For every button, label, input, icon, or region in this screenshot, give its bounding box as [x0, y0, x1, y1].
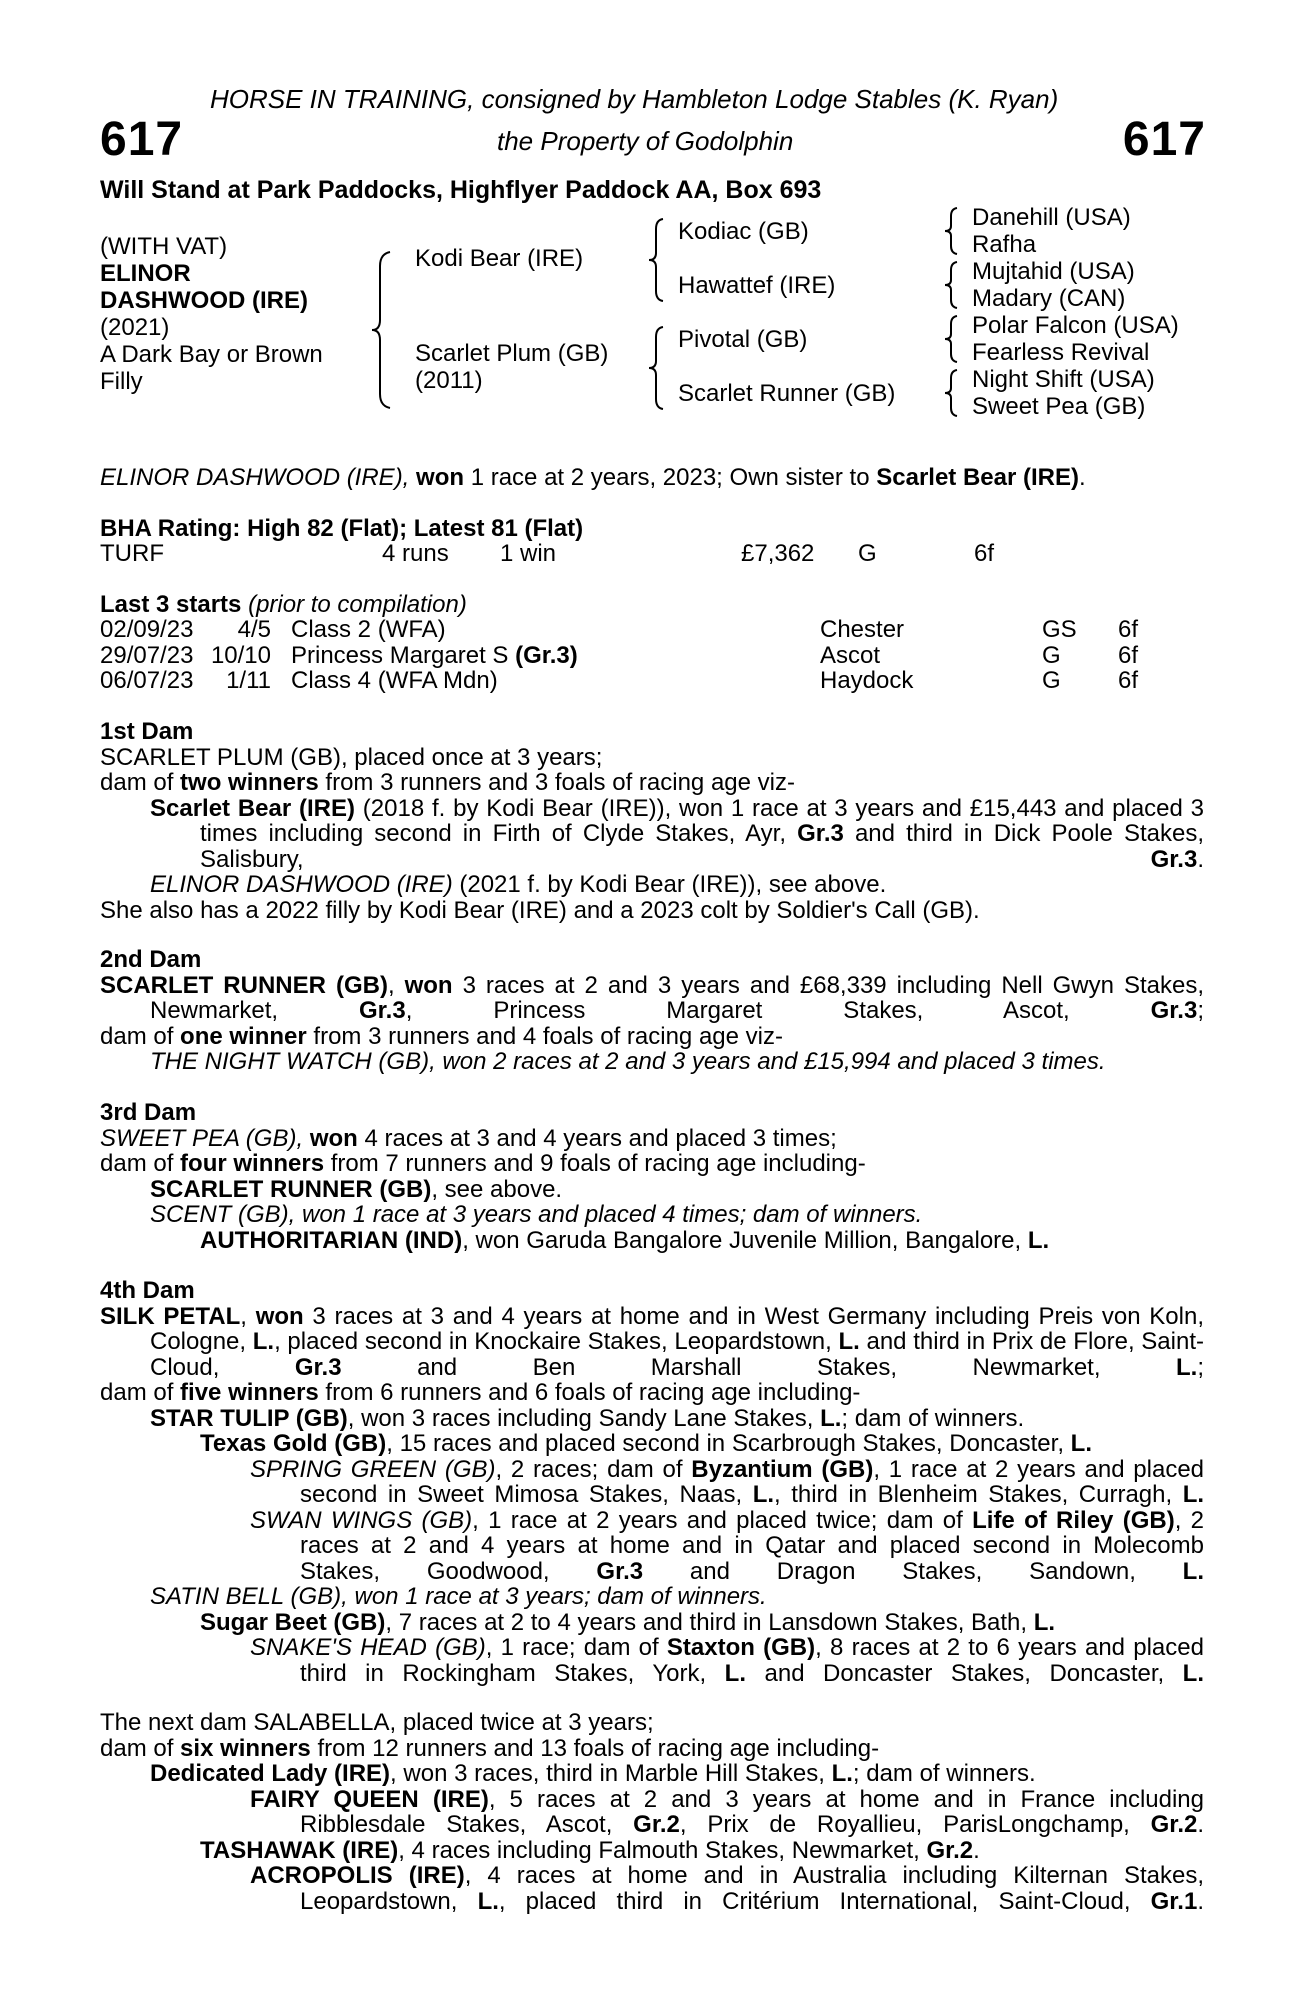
summary-won: won — [416, 464, 465, 491]
sire-sire: Kodiac (GB) — [678, 218, 809, 245]
property-line: the Property of Godolphin — [497, 126, 794, 156]
bha-rating: BHA Rating: High 82 (Flat); Latest 81 (Flat) — [100, 515, 584, 542]
bracket-g3-2 — [943, 260, 961, 310]
scarlet-bear-entry: Scarlet Bear (IRE) (2018 f. by Kodi Bear (IRE)), won 1 race at 3 years and £15,443 and placed 3 times including second in Firth of Clyde Stakes, Ayr, Gr.3 and third in Dick Poole Stakes, Salisbury, Gr.3. — [150, 794, 1205, 873]
last-starts-note: (prior to compilation) — [248, 591, 467, 618]
next-dam-line: The next dam SALABELLA, placed twice at 3 years; — [100, 1709, 654, 1736]
last-starts-title: Last 3 starts — [100, 591, 242, 618]
start-pos: 10/10 — [210, 641, 271, 669]
start-course: Chester — [820, 616, 905, 643]
dam-sire-dam: Fearless Revival — [972, 339, 1150, 366]
start-grade: (Gr.3) — [515, 641, 578, 669]
dam-dam-sire: Night Shift (USA) — [972, 366, 1155, 393]
last-starts-heading — [100, 592, 467, 618]
satin-bell-entry: SATIN BELL (GB), won 1 race at 3 years; dam of winners. — [150, 1583, 767, 1610]
first-dam-line: SCARLET PLUM (GB), placed once at 3 years; — [100, 743, 603, 771]
second-dam-section — [100, 947, 1204, 1075]
rating-distance: 6f — [974, 540, 995, 567]
silk-petal-record: SILK PETAL, won 3 races at 3 and 4 years at home and in West Germany including Preis von Koln, Cologne, L., placed second in Knockaire Stakes, Leopardstown, L. and third in Prix de Flore, Saint-Cloud, Gr.3 and Ben Marshall Stakes, Newmarket, L.; — [100, 1302, 1205, 1381]
horse-name-2: DASHWOOD (IRE) — [100, 287, 308, 314]
elinor-entry: ELINOR DASHWOOD (IRE) (2021 f. by Kodi Bear (IRE)), see above. — [150, 871, 887, 898]
second-dam-produce: dam of one winner from 3 runners and 4 foals of racing age viz- — [100, 1022, 783, 1050]
texas-gold-entry: Texas Gold (GB), 15 races and placed second in Scarbrough Stakes, Doncaster, L. — [200, 1430, 1092, 1457]
start-date: 29/07/23 — [100, 641, 194, 669]
dedicated-lady-entry: Dedicated Lady (IRE), won 3 races, third in Marble Hill Stakes, L.; dam of winners. — [150, 1760, 1036, 1787]
bracket-g3-1 — [943, 206, 961, 256]
stand-location: Will Stand at Park Paddocks, Highflyer Paddock AA, Box 693 — [100, 176, 822, 204]
third-dam-heading: 3rd Dam — [100, 1099, 197, 1126]
pedigree-bracket-sire — [647, 217, 667, 303]
tashawak-entry: TASHAWAK (IRE), 4 races including Falmouth Stakes, Newmarket, Gr.2. — [200, 1836, 980, 1864]
dam-sire: Pivotal (GB) — [678, 326, 808, 353]
third-dam-section — [100, 1100, 1204, 1253]
summary-end: . — [1078, 464, 1086, 491]
fourth-dam-section — [100, 1278, 1204, 1686]
scarlet-runner-ref: SCARLET RUNNER (GB), see above. — [150, 1175, 563, 1203]
summary-sister: Scarlet Bear (IRE) — [876, 464, 1079, 491]
snakes-head-entry: SNAKE'S HEAD (GB), 1 race; dam of Staxton (GB), 8 races at 2 to 6 years and placed third in Rockingham Stakes, York, L. and Doncaster Stakes, Doncaster, L. — [250, 1634, 1204, 1687]
second-dam-heading: 2nd Dam — [100, 946, 202, 973]
sugar-beet-entry: Sugar Beet (GB), 7 races at 2 to 4 years and third in Lansdown Stakes, Bath, L. — [200, 1608, 1056, 1636]
start-going: GS — [1042, 616, 1077, 643]
fourth-dam-produce: dam of five winners from 6 runners and 6 foals of racing age including- — [100, 1379, 861, 1406]
star-tulip-entry: STAR TULIP (GB), won 3 races including Sandy Lane Stakes, L.; dam of winners. — [150, 1404, 1025, 1432]
fairy-queen-entry: FAIRY QUEEN (IRE), 5 races at 2 and 3 years at home and in France including Ribblesdale Stakes, Ascot, Gr.2, Prix de Royallieu, ParisLongchamp, Gr.2. — [250, 1785, 1205, 1838]
first-dam-heading: 1st Dam — [100, 718, 194, 745]
lot-number-left: 617 — [100, 113, 184, 166]
start-race: Class 4 (WFA Mdn) — [291, 667, 498, 694]
dam-sire-sire: Polar Falcon (USA) — [972, 312, 1179, 339]
third-dam-produce: dam of four winners from 7 runners and 9 foals of racing age including- — [100, 1150, 866, 1177]
acropolis-entry: ACROPOLIS (IRE), 4 races at home and in Australia including Kilternan Stakes, Leopardstown, L., placed third in Critérium International, Saint-Cloud, Gr.1. — [250, 1862, 1204, 1915]
dam-dam: Scarlet Runner (GB) — [678, 380, 896, 407]
first-dam-produce: dam of two winners from 3 runners and 3 foals of racing age viz- — [100, 769, 795, 796]
pedigree-bracket-main — [370, 250, 394, 410]
horse-year: (2021) — [100, 314, 170, 341]
pedigree-bracket-dam — [647, 325, 667, 411]
dam-name: Scarlet Plum (GB) — [415, 340, 609, 367]
dam-dam-dam: Sweet Pea (GB) — [972, 393, 1146, 420]
start-race — [291, 643, 578, 669]
summary-line — [100, 465, 1086, 491]
bracket-g3-4 — [943, 368, 961, 418]
start-pos: 1/11 — [226, 667, 271, 694]
sire-dam-sire: Mujtahid (USA) — [972, 258, 1135, 285]
rating-prize: £7,362 — [741, 540, 815, 567]
rating-runs: 4 runs — [382, 540, 449, 567]
start-pos: 4/5 — [237, 616, 271, 643]
horse-desc-1: A Dark Bay or Brown — [100, 341, 323, 368]
consignor-line: HORSE IN TRAINING, consigned by Hambleton Lodge Stables (K. Ryan) — [210, 84, 1059, 114]
first-dam-section — [100, 719, 1204, 923]
start-date: 02/09/23 — [100, 616, 194, 643]
sire-name: Kodi Bear (IRE) — [415, 245, 584, 272]
start-course: Ascot — [820, 641, 881, 669]
start-going: G — [1042, 641, 1061, 669]
sire-sire-dam: Rafha — [972, 231, 1037, 258]
start-dist: 6f — [1118, 641, 1139, 669]
bracket-g3-3 — [943, 314, 961, 364]
sire-dam-dam: Madary (CAN) — [972, 285, 1126, 312]
dam-year: (2011) — [415, 367, 483, 394]
start-dist: 6f — [1118, 616, 1139, 643]
next-dam-section — [100, 1710, 1204, 1914]
summary-text: 1 race at 2 years, 2023; Own sister to — [464, 464, 877, 491]
fourth-dam-heading: 4th Dam — [100, 1277, 195, 1304]
start-dist: 6f — [1118, 667, 1139, 694]
first-dam-other-foals: She also has a 2022 filly by Kodi Bear (IRE) and a 2023 colt by Soldier's Call (GB). — [100, 896, 980, 924]
horse-name-1: ELINOR — [100, 260, 191, 287]
horse-desc-2: Filly — [100, 368, 143, 395]
third-dam-record: SWEET PEA (GB), won 4 races at 3 and 4 years and placed 3 times; — [100, 1124, 837, 1152]
rating-surface: TURF — [100, 540, 164, 567]
sire-sire-sire: Danehill (USA) — [972, 204, 1131, 231]
start-race-name: Princess Margaret S — [291, 641, 516, 669]
next-dam-produce: dam of six winners from 12 runners and 13 foals of racing age including- — [100, 1734, 880, 1762]
rating-wins: 1 win — [500, 540, 557, 567]
sire-dam: Hawattef (IRE) — [678, 272, 836, 299]
authoritarian-entry: AUTHORITARIAN (IND), won Garuda Bangalore Juvenile Million, Bangalore, L. — [200, 1226, 1050, 1254]
vat-label: (WITH VAT) — [100, 233, 228, 260]
rating-going: G — [858, 540, 877, 567]
start-date: 06/07/23 — [100, 667, 194, 694]
horse-info — [100, 233, 323, 395]
start-course: Haydock — [820, 667, 914, 694]
start-race: Class 2 (WFA) — [291, 616, 446, 643]
second-dam-record: SCARLET RUNNER (GB), won 3 races at 2 and 3 years and £68,339 including Nell Gwyn Stakes, Newmarket, Gr.3, Princess Margaret Stakes, Ascot, Gr.3; — [100, 971, 1205, 1024]
spring-green-entry: SPRING GREEN (GB), 2 races; dam of Byzantium (GB), 1 race at 2 years and placed second in Sweet Mimosa Stakes, Naas, L., third in Blenheim Stakes, Curragh, L. — [250, 1455, 1205, 1508]
night-watch-entry: THE NIGHT WATCH (GB), won 2 races at 2 and 3 years and £15,994 and placed 3 times. — [150, 1048, 1106, 1075]
swan-wings-entry: SWAN WINGS (GB), 1 race at 2 years and placed twice; dam of Life of Riley (GB), 2 races at 2 and 4 years at home and in Qatar and placed second in Molecomb Stakes, Goodwood, Gr.3 and Dragon Stakes, Sandown, L. — [250, 1506, 1205, 1585]
summary-horse: ELINOR DASHWOOD (IRE), — [100, 464, 410, 491]
lot-number-right: 617 — [1122, 113, 1206, 166]
scent-entry: SCENT (GB), won 1 race at 3 years and placed 4 times; dam of winners. — [150, 1201, 923, 1228]
start-going: G — [1042, 667, 1061, 694]
